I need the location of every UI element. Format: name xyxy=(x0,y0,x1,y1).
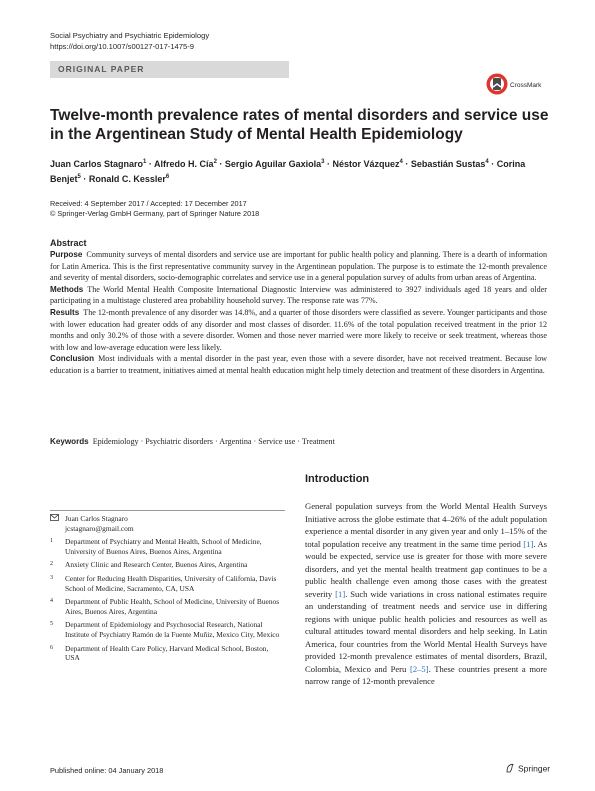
author-name[interactable]: Sebastián Sustas xyxy=(410,159,486,169)
abstract-heading: Abstract xyxy=(50,238,87,248)
author-affiliation-marker: 1 xyxy=(143,159,147,165)
affiliation-list xyxy=(50,537,282,663)
affiliation-number: 5 xyxy=(50,621,53,628)
received-accepted: Received: 4 September 2017 / Accepted: 17 December 2017 xyxy=(50,199,247,208)
author-separator: · xyxy=(402,159,411,169)
author-name[interactable]: Sergio Aguilar Gaxiola xyxy=(224,159,322,169)
envelope-icon xyxy=(50,514,59,526)
section-label: ORIGINAL PAPER xyxy=(58,64,145,74)
introduction-text: General population surveys from the World Mental Health Surveys Initiative across the globe estimate that 4–26% of the adult population experience a mental disorder in any given year and only 1–15% of the total population receive any treatment in the same time period [1]. As would be expected, service use is greater for those with more severe disorders, and yet the mental health treatment gap continues to be a public health challenge even among those cases with the greatest severity [1]. Such wide variations in cross national estimates require an understanding of treatment needs and service use in differing regions with unique public health policies and resources as well as cultural attitudes toward mental disorders and help seeking. In Latin America, four countries from the World Mental Health Surveys have provided 12-month prevalence estimates of mental disorders, Brazil, Colombia, Mexico and Peru [2–5]. These countries present a more narrow range of 12-month prevalence xyxy=(305,501,548,686)
citation-link[interactable]: [1] xyxy=(335,588,346,599)
author-affiliation-marker: 2 xyxy=(213,159,217,165)
author-affiliation-marker: 4 xyxy=(485,159,489,165)
crossmark-label: CrossMark xyxy=(510,82,542,89)
author-separator: · xyxy=(324,159,333,169)
introduction-heading: Introduction xyxy=(305,473,370,485)
affiliation-text: Department of Health Care Policy, Harvard Medical School, Boston, USA xyxy=(65,643,269,663)
journal-header xyxy=(50,30,209,52)
publisher-logo xyxy=(505,763,550,775)
section-label-bar xyxy=(50,61,289,78)
author-name[interactable]: Corina Benjet xyxy=(50,159,526,184)
copyright: © Springer-Verlag GmbH Germany, part of Springer Nature 2018 xyxy=(50,209,260,218)
author-affiliation-marker: 6 xyxy=(165,174,170,180)
publisher-name: Springer xyxy=(518,763,551,774)
author-name[interactable]: Alfredo H. Cía xyxy=(154,159,214,169)
footnote-divider xyxy=(50,510,285,511)
crossmark-icon xyxy=(486,72,548,96)
abstract xyxy=(50,238,547,377)
author-separator: · xyxy=(146,159,155,169)
affiliation-item xyxy=(50,560,282,570)
affiliation-text: Center for Reducing Health Disparities, University of California, Davis School of Medicine, Sacramento, CA, USA xyxy=(65,573,277,593)
affiliation-text: Department of Psychiatry and Mental Health, School of Medicine, University of Buenos Aires, Buenos Aires, Argentina xyxy=(65,537,262,556)
published-online: Published online: 04 January 2018 xyxy=(50,766,164,775)
author-name[interactable]: Néstor Vázquez xyxy=(332,159,400,169)
affiliation-text: Department of Public Health, School of Medicine, University of Buenos Aires, Buenos Aires, Argentina xyxy=(65,597,280,616)
abstract-purpose: Purpose Community surveys of mental disorders and service use are important for public health policy and planning. There is a dearth of information for Latin America. This is the first representative community survey in the Argentinean population. The purpose is to estimate the 12-month prevalence and severity of mental disorders, socio-demographic correlates and service use in a general population survey of adults from urban areas of Argentina. xyxy=(50,250,547,283)
author-separator: · xyxy=(488,159,497,169)
affiliation-item xyxy=(50,644,282,663)
author-affiliation-marker: 3 xyxy=(321,159,325,165)
article-dates xyxy=(50,199,259,219)
affiliation-number: 2 xyxy=(50,561,53,568)
author-separator: · xyxy=(216,159,225,169)
affiliations-footnotes xyxy=(50,514,282,667)
affiliation-number: 6 xyxy=(50,644,53,651)
affiliation-text: Department of Epidemiology and Psychosocial Research, National Institute of Psychiatry Ramón de la Fuente Muñiz, Mexico City, Mexico xyxy=(65,620,280,639)
affiliation-number: 1 xyxy=(50,538,53,545)
keywords-list: Epidemiology · Psychiatric disorders · Argentina · Service use · Treatment xyxy=(92,437,335,446)
author-name[interactable]: Ronald C. Kessler xyxy=(88,174,166,184)
author-separator: · xyxy=(80,174,89,184)
abstract-methods: Methods The World Mental Health Composite International Diagnostic Interview was administered to 3927 individuals aged 18 years and older participating in a multistage clustered area probability household survey. The response rate was 77%. xyxy=(50,284,547,306)
author-affiliation-marker: 5 xyxy=(77,174,81,180)
citation-link[interactable]: [1] xyxy=(523,538,534,549)
affiliation-number: 4 xyxy=(50,598,53,605)
doi-link[interactable]: https://doi.org/10.1007/s00127-017-1475-9 xyxy=(50,42,194,51)
affiliation-number: 3 xyxy=(50,574,53,581)
keywords xyxy=(50,437,335,446)
author-list xyxy=(50,156,550,186)
abstract-conclusion: Conclusion Most individuals with a mental disorder in the past year, even those with a severe disorder, have not received treatment. Because low education is a barrier to treatment, initiatives aimed at mental health education might help timely detection and treatment of these disorders in Argentina. xyxy=(50,354,547,375)
affiliation-item xyxy=(50,597,282,616)
correspondence-email[interactable]: jcstagnaro@gmail.com xyxy=(65,523,134,533)
citation-link[interactable]: [2–5] xyxy=(409,663,429,674)
abstract-results: Results The 12-month prevalence of any disorder was 14.8%, and a quarter of those disorders were classified as severe. Younger participants and those with lower education had greater odds of any disorder and most classes of disorder. 11.6% of the total population received treatment in the prior 12 months and only 30.2% of those with a severe disorder. Women and those never married were more likely to receive or seek treatment, whereas those with low and low-average education were less likely. xyxy=(50,307,547,352)
crossmark-badge[interactable] xyxy=(486,72,548,96)
springer-horse-icon xyxy=(505,763,515,775)
correspondence-name: Juan Carlos Stagnaro xyxy=(65,514,128,523)
author-affiliation-marker: 4 xyxy=(399,159,403,165)
journal-name: Social Psychiatry and Psychiatric Epidemiology xyxy=(50,31,210,40)
correspondence xyxy=(50,514,282,533)
affiliation-text: Anxiety Clinic and Research Center, Buenos Aires, Argentina xyxy=(65,560,248,570)
affiliation-item xyxy=(50,574,282,593)
keywords-label: Keywords xyxy=(50,437,89,446)
article-title: Twelve-month prevalence rates of mental disorders and service use in the Argentinean Study of Mental Health Epidemiology xyxy=(50,107,549,143)
affiliation-item xyxy=(50,620,282,639)
affiliation-item xyxy=(50,537,282,556)
author-name[interactable]: Juan Carlos Stagnaro xyxy=(50,159,144,169)
